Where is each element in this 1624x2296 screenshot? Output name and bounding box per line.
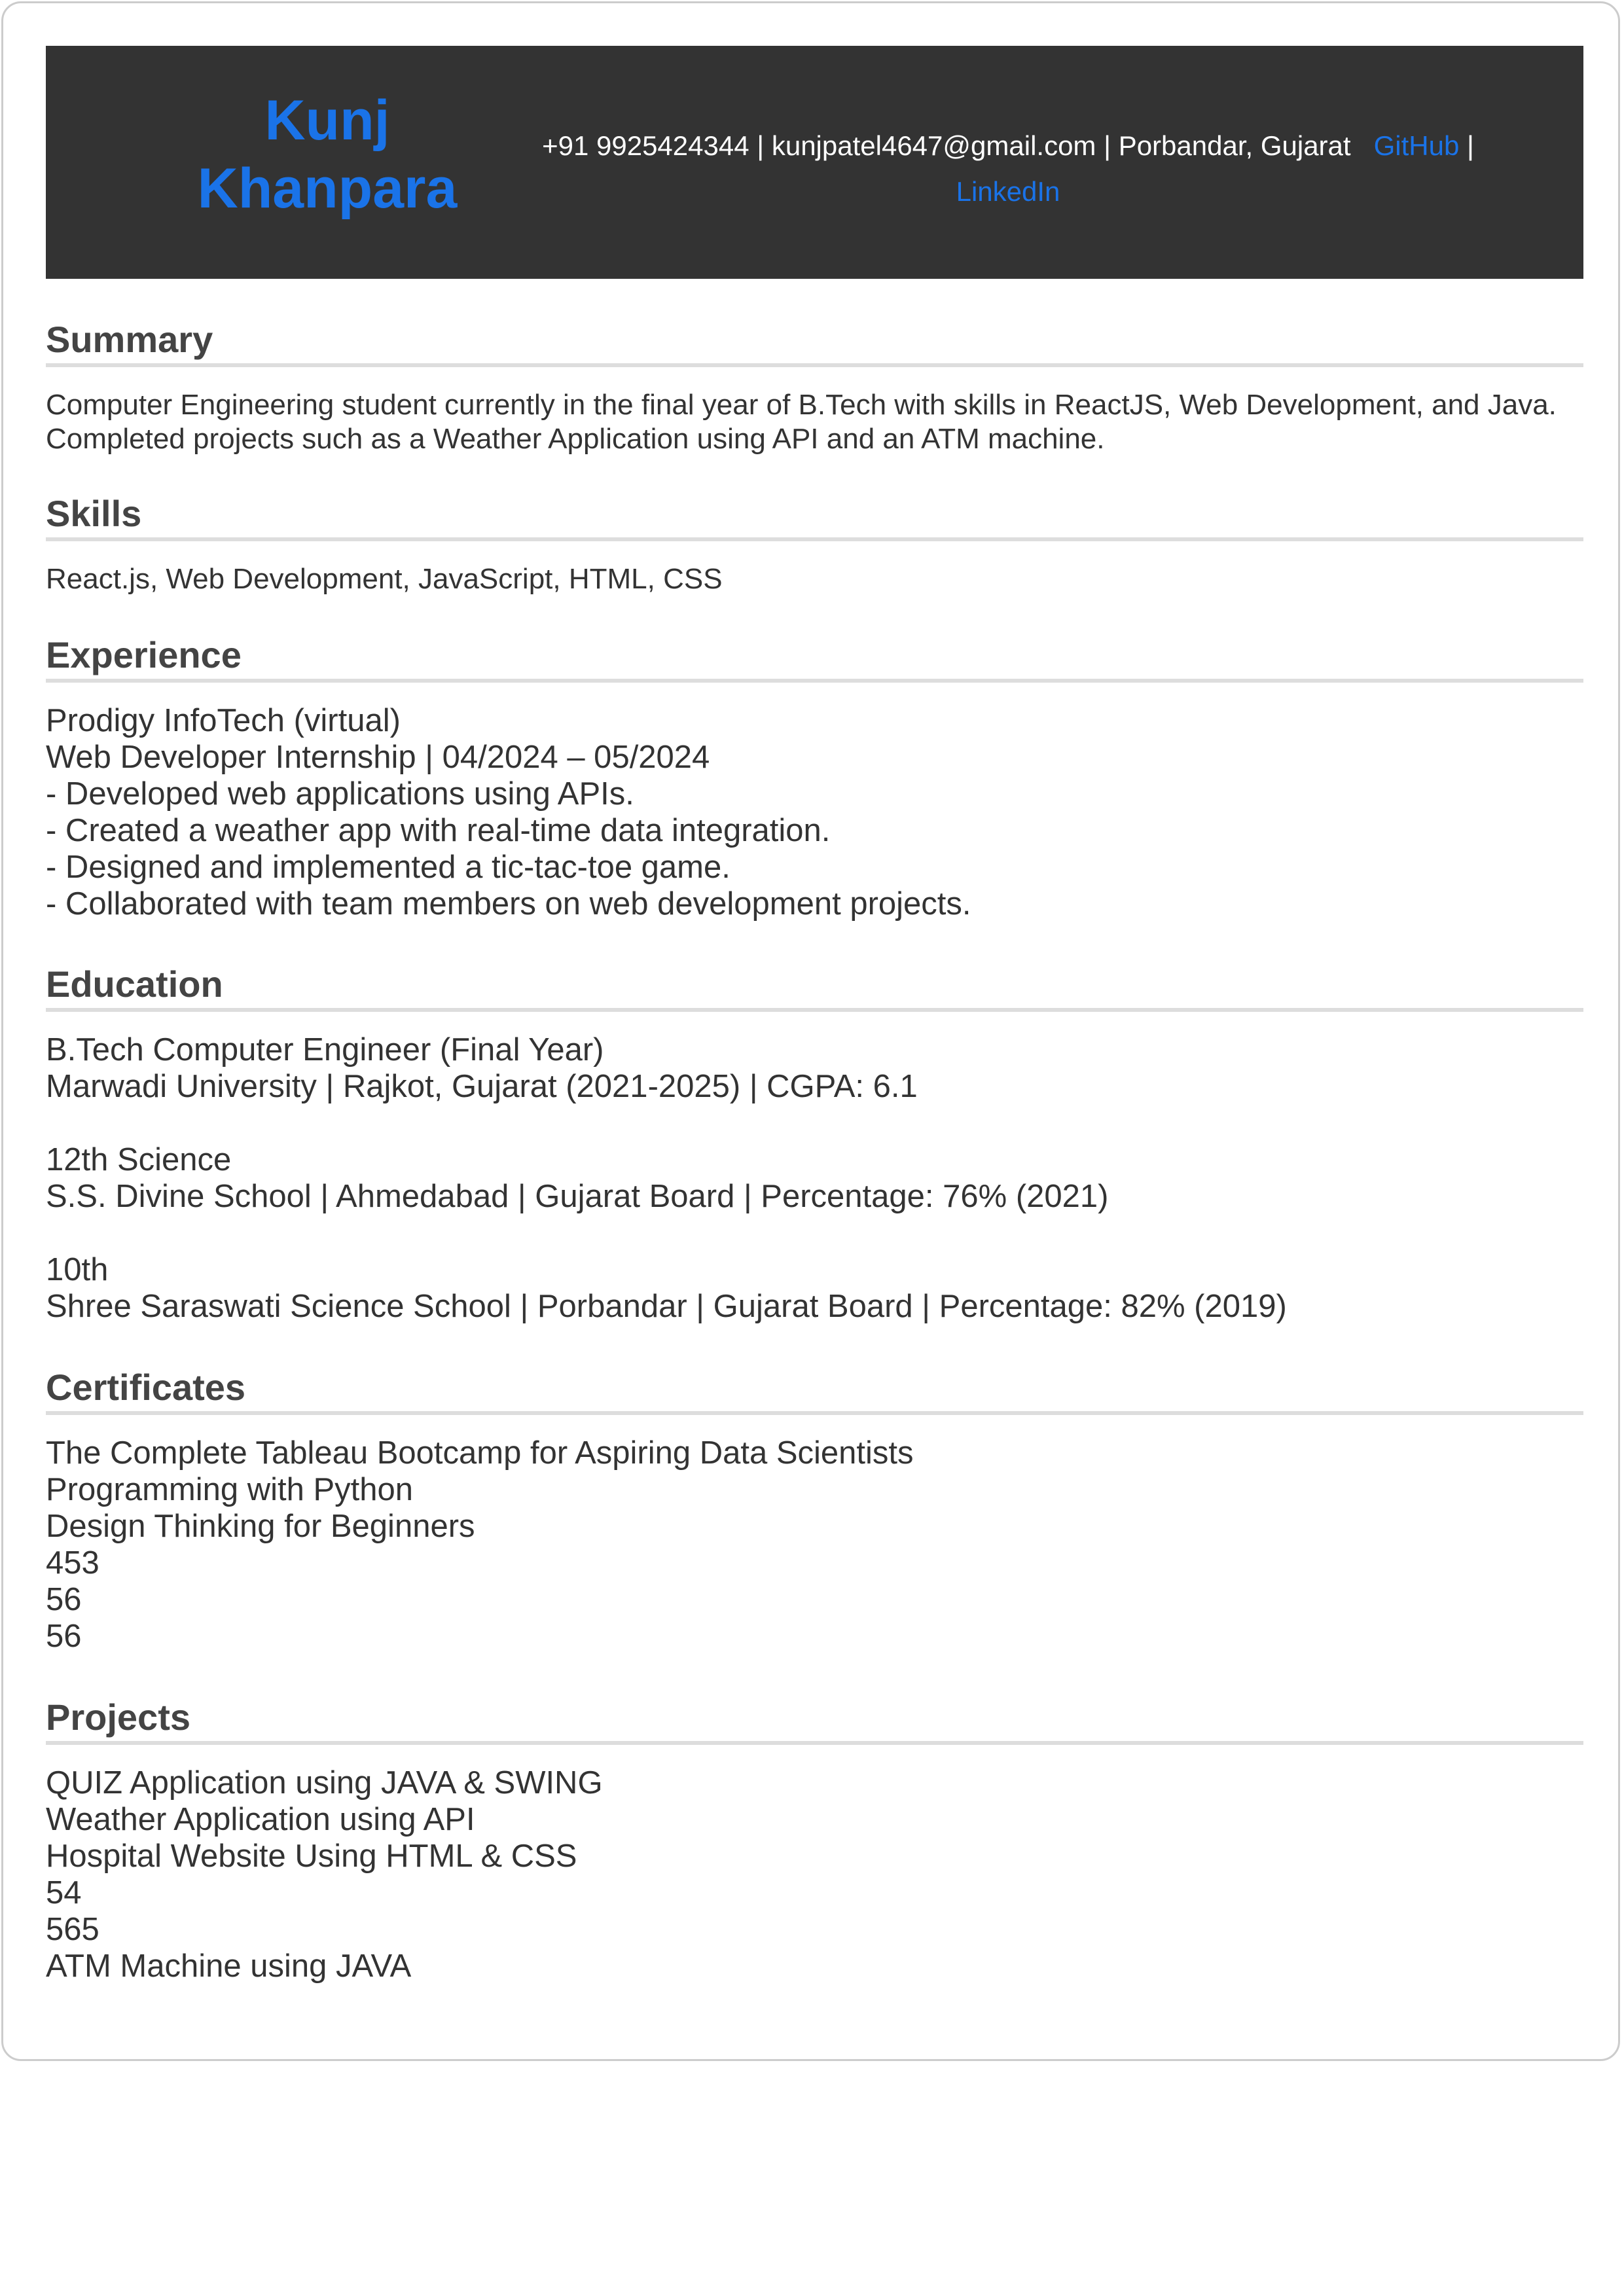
education-details: Shree Saraswati Science School | Porbandar | Gujarat Board | Percentage: 82% (2019) bbox=[46, 1289, 1287, 1324]
projects-section bbox=[46, 1696, 1583, 1984]
name-first: Kunj bbox=[264, 89, 390, 152]
education-degree: 10th bbox=[46, 1252, 109, 1287]
contact-info bbox=[465, 123, 1551, 215]
bullet: - Created a weather app with real-time data integration. bbox=[46, 813, 831, 848]
section-title: Education bbox=[46, 963, 1583, 1012]
section-title: Experience bbox=[46, 634, 1583, 683]
certificates-section bbox=[46, 1367, 1583, 1655]
separator: | bbox=[1466, 130, 1474, 161]
bullet: - Collaborated with team members on web development projects. bbox=[46, 886, 971, 922]
email: kunjpatel4647@gmail.com bbox=[771, 130, 1096, 161]
education-list bbox=[46, 1031, 1583, 1325]
company: Prodigy InfoTech (virtual) bbox=[46, 703, 401, 738]
summary-section bbox=[46, 319, 1583, 456]
experience-entry bbox=[46, 702, 1583, 922]
list-item: 56 bbox=[46, 1619, 82, 1654]
github-link[interactable]: GitHub bbox=[1373, 130, 1460, 161]
certificates-list bbox=[46, 1435, 1583, 1655]
location: Porbandar, Gujarat bbox=[1118, 130, 1351, 161]
skills-text: React.js, Web Development, JavaScript, HTML, CSS bbox=[46, 563, 723, 595]
list-item: Design Thinking for Beginners bbox=[46, 1509, 475, 1544]
candidate-name bbox=[170, 86, 484, 223]
education-degree: 12th Science bbox=[46, 1142, 232, 1177]
education-details: Marwadi University | Rajkot, Gujarat (2021-2025) | CGPA: 6.1 bbox=[46, 1069, 918, 1104]
list-item: 56 bbox=[46, 1582, 82, 1617]
education-section bbox=[46, 963, 1583, 1325]
section-title: Certificates bbox=[46, 1367, 1583, 1415]
list-item: The Complete Tableau Bootcamp for Aspiring Data Scientists bbox=[46, 1435, 914, 1471]
bullet: - Designed and implemented a tic-tac-toe game. bbox=[46, 850, 731, 885]
list-item: Weather Application using API bbox=[46, 1802, 475, 1837]
bullet: - Developed web applications using APIs. bbox=[46, 776, 634, 812]
skills-section bbox=[46, 493, 1583, 596]
list-item: 565 bbox=[46, 1912, 99, 1947]
linkedin-link[interactable]: LinkedIn bbox=[956, 176, 1060, 207]
resume-header bbox=[46, 46, 1583, 279]
section-title: Projects bbox=[46, 1696, 1583, 1745]
education-details: S.S. Divine School | Ahmedabad | Gujarat Board | Percentage: 76% (2021) bbox=[46, 1179, 1109, 1214]
role: Web Developer Internship | 04/2024 – 05/2024 bbox=[46, 740, 710, 775]
list-item: 54 bbox=[46, 1875, 82, 1910]
phone: +91 9925424344 bbox=[542, 130, 749, 161]
projects-list bbox=[46, 1765, 1583, 1984]
list-item: ATM Machine using JAVA bbox=[46, 1948, 412, 1984]
section-title: Summary bbox=[46, 319, 1583, 367]
list-item: Programming with Python bbox=[46, 1472, 414, 1507]
separator: | bbox=[757, 130, 765, 161]
list-item: Hospital Website Using HTML & CSS bbox=[46, 1839, 577, 1874]
list-item: 453 bbox=[46, 1545, 99, 1581]
section-title: Skills bbox=[46, 493, 1583, 541]
resume-card bbox=[1, 1, 1620, 2061]
experience-section bbox=[46, 634, 1583, 922]
education-degree: B.Tech Computer Engineer (Final Year) bbox=[46, 1032, 604, 1067]
name-last: Khanpara bbox=[197, 157, 458, 220]
separator: | bbox=[1104, 130, 1111, 161]
list-item: QUIZ Application using JAVA & SWING bbox=[46, 1765, 603, 1801]
summary-text: Computer Engineering student currently in the final year of B.Tech with skills in ReactJS, Web Development, and Java. Completed projects such as a Weather Application using API and an ATM machine. bbox=[46, 389, 1557, 455]
